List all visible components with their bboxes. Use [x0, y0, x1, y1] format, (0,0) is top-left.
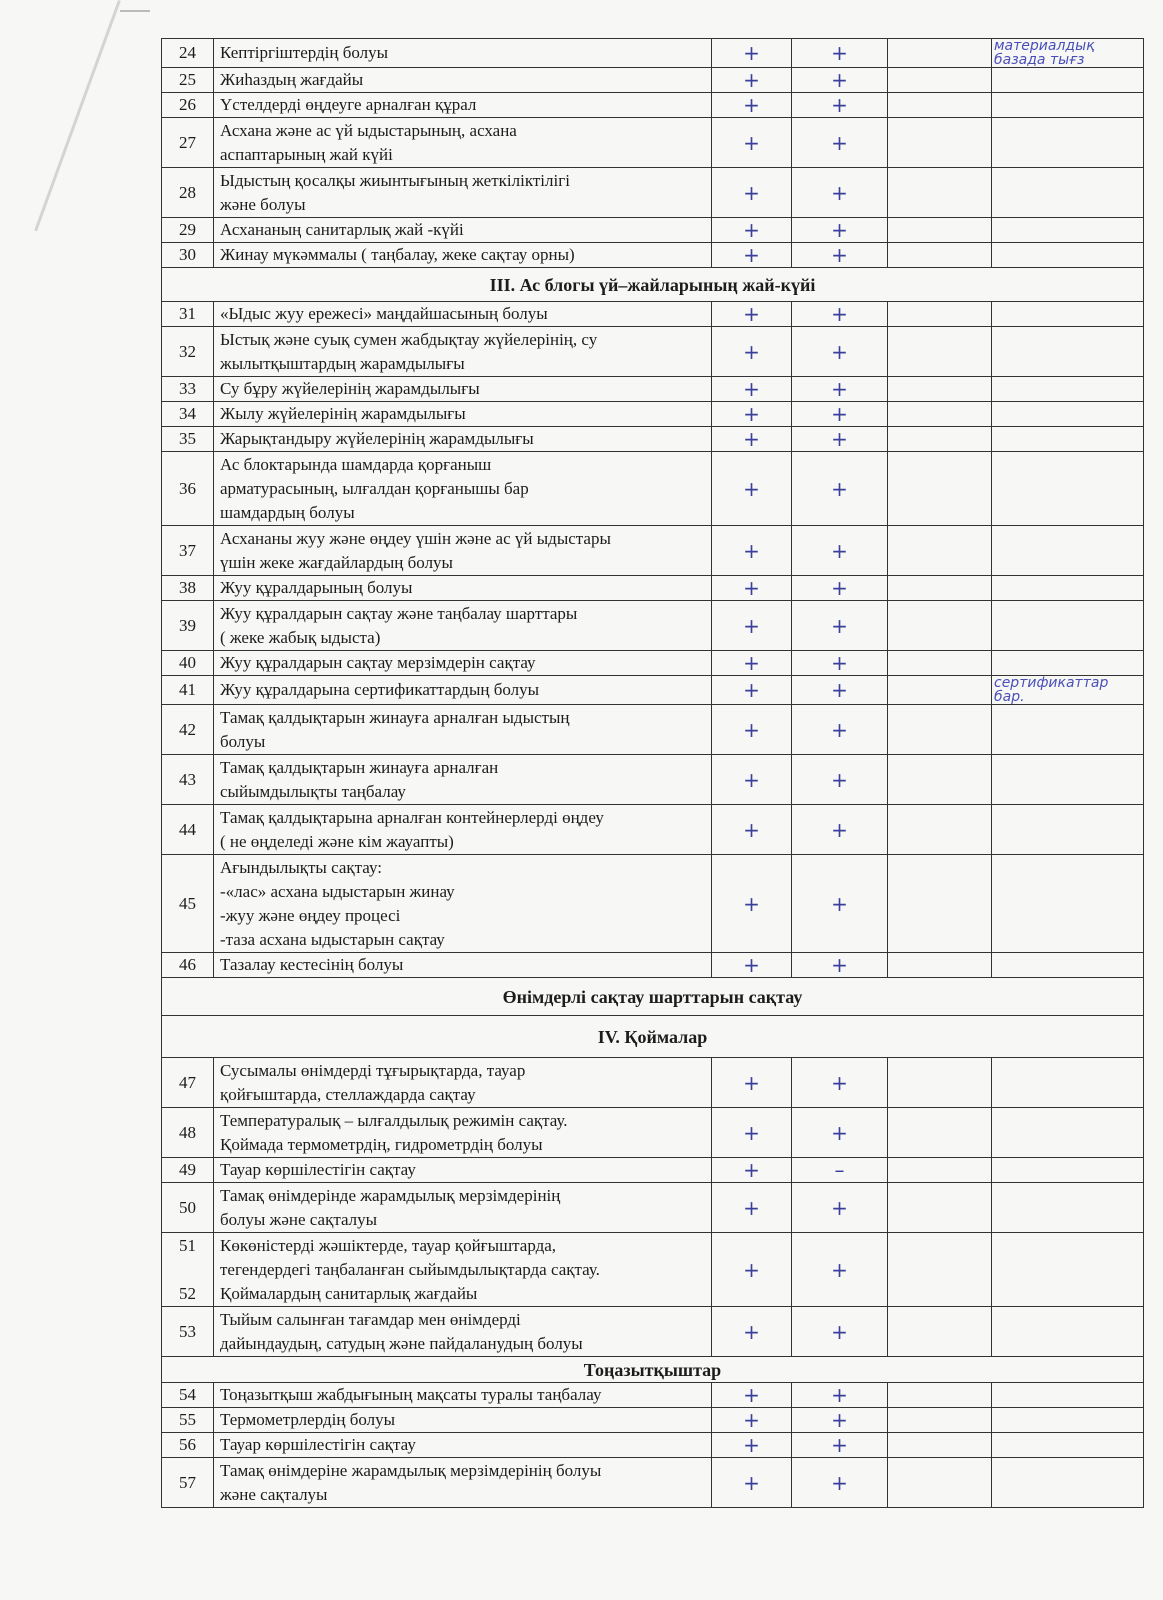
row-number: 35 — [162, 427, 214, 452]
empty-column-3 — [888, 1058, 992, 1108]
handwritten-note — [992, 1058, 1144, 1108]
row-criterion-text: Тамақ өнімдеріне жарамдылық мерзімдерінің болуы және сақталуы — [214, 1458, 712, 1508]
row-criterion-text: Тауар көршілестігін сақтау — [214, 1158, 712, 1183]
row-number: 40 — [162, 651, 214, 676]
checklist-row — [162, 452, 1144, 526]
mark-column-1: + — [712, 402, 792, 427]
mark-column-1: + — [712, 427, 792, 452]
mark-column-1: + — [712, 327, 792, 377]
row-criterion-text: Ас блоктарында шамдарда қорғаныш арматурасының, ылғалдан қорғанышы бар шамдардың болуы — [214, 452, 712, 526]
section-header-row — [162, 268, 1144, 302]
mark-column-1: + — [712, 705, 792, 755]
checklist-row — [162, 218, 1144, 243]
mark-column-1: + — [712, 118, 792, 168]
row-number: 24 — [162, 39, 214, 68]
checklist-row — [162, 168, 1144, 218]
mark-column-2: + — [792, 1408, 888, 1433]
mark-column-2: + — [792, 1058, 888, 1108]
mark-column-1: + — [712, 953, 792, 978]
empty-column-3 — [888, 39, 992, 68]
handwritten-note — [992, 302, 1144, 327]
row-number: 33 — [162, 377, 214, 402]
row-number: 53 — [162, 1307, 214, 1357]
row-criterion-text: Ыдыстың қосалқы жиынтығының жеткіліктілігі және болуы — [214, 168, 712, 218]
row-number: 50 — [162, 1183, 214, 1233]
handwritten-note — [992, 168, 1144, 218]
handwritten-note — [992, 327, 1144, 377]
row-number: 29 — [162, 218, 214, 243]
handwritten-note — [992, 755, 1144, 805]
empty-column-3 — [888, 327, 992, 377]
row-number: 51 52 — [162, 1233, 214, 1307]
mark-column-1: + — [712, 377, 792, 402]
handwritten-note — [992, 1183, 1144, 1233]
empty-column-3 — [888, 1108, 992, 1158]
empty-column-3 — [888, 243, 992, 268]
handwritten-note: сертификаттар бар. — [992, 676, 1144, 705]
mark-column-1: + — [712, 855, 792, 953]
row-number: 56 — [162, 1433, 214, 1458]
mark-column-1: + — [712, 243, 792, 268]
mark-column-2: + — [792, 452, 888, 526]
row-criterion-text: Тамақ қалдықтарын жинауға арналған ыдыстың болуы — [214, 705, 712, 755]
handwritten-note — [992, 68, 1144, 93]
checklist-row — [162, 1058, 1144, 1108]
empty-column-3 — [888, 1458, 992, 1508]
mark-column-1: + — [712, 68, 792, 93]
empty-column-3 — [888, 93, 992, 118]
row-criterion-text: Кептіргіштердің болуы — [214, 39, 712, 68]
row-criterion-text: Тыйым салынған тағамдар мен өнімдерді дайындаудың, сатудың және пайдаланудың болуы — [214, 1307, 712, 1357]
checklist-row — [162, 705, 1144, 755]
mark-column-1: + — [712, 1108, 792, 1158]
row-criterion-text: Тамақ қалдықтарына арналған контейнерлерді өңдеу ( не өңделеді және кім жауапты) — [214, 805, 712, 855]
mark-column-1: + — [712, 526, 792, 576]
scan-dash-mark — [120, 10, 150, 12]
row-criterion-text: Асхананың санитарлық жай -күйі — [214, 218, 712, 243]
handwritten-note — [992, 953, 1144, 978]
checklist-row — [162, 953, 1144, 978]
empty-column-3 — [888, 1433, 992, 1458]
row-criterion-text: Тазалау кестесінің болуы — [214, 953, 712, 978]
mark-column-2: + — [792, 576, 888, 601]
handwritten-note — [992, 526, 1144, 576]
empty-column-3 — [888, 805, 992, 855]
row-criterion-text: Асхананы жуу және өңдеу үшін және ас үй ыдыстары үшін жеке жағдайлардың болуы — [214, 526, 712, 576]
scan-edge-mark — [34, 0, 121, 231]
row-criterion-text: Жуу құралдарын сақтау мерзімдерін сақтау — [214, 651, 712, 676]
mark-column-1: + — [712, 1233, 792, 1307]
mark-column-2: + — [792, 93, 888, 118]
checklist-row — [162, 1408, 1144, 1433]
mark-column-1: + — [712, 1458, 792, 1508]
empty-column-3 — [888, 168, 992, 218]
row-number: 49 — [162, 1158, 214, 1183]
handwritten-note — [992, 1383, 1144, 1408]
row-criterion-text: Тамақ өнімдерінде жарамдылық мерзімдерінің болуы және сақталуы — [214, 1183, 712, 1233]
mark-column-2: + — [792, 601, 888, 651]
handwritten-note — [992, 651, 1144, 676]
row-number: 48 — [162, 1108, 214, 1158]
handwritten-note — [992, 805, 1144, 855]
mark-column-2: + — [792, 1183, 888, 1233]
section-title: Тоңазытқыштар — [162, 1357, 1144, 1383]
row-number: 47 — [162, 1058, 214, 1108]
section-header-row — [162, 1016, 1144, 1058]
mark-column-1: + — [712, 576, 792, 601]
mark-column-2: + — [792, 168, 888, 218]
empty-column-3 — [888, 1183, 992, 1233]
row-criterion-text: Жуу құралдарына сертификаттардың болуы — [214, 676, 712, 705]
mark-column-2: + — [792, 302, 888, 327]
row-number: 39 — [162, 601, 214, 651]
handwritten-note — [992, 377, 1144, 402]
empty-column-3 — [888, 855, 992, 953]
handwritten-note — [992, 705, 1144, 755]
row-number: 46 — [162, 953, 214, 978]
row-number: 30 — [162, 243, 214, 268]
checklist-row — [162, 651, 1144, 676]
mark-column-1: + — [712, 39, 792, 68]
handwritten-note — [992, 402, 1144, 427]
row-number: 57 — [162, 1458, 214, 1508]
empty-column-3 — [888, 676, 992, 705]
empty-column-3 — [888, 68, 992, 93]
mark-column-2: + — [792, 402, 888, 427]
row-criterion-text: Температуралық – ылғалдылық режимін сақтау. Қоймада термометрдің, гидрометрдің болуы — [214, 1108, 712, 1158]
mark-column-2: + — [792, 526, 888, 576]
checklist-sheet — [161, 38, 1143, 1508]
mark-column-2: + — [792, 218, 888, 243]
mark-column-2: + — [792, 676, 888, 705]
empty-column-3 — [888, 1408, 992, 1433]
checklist-row — [162, 402, 1144, 427]
mark-column-2: + — [792, 855, 888, 953]
handwritten-note — [992, 1458, 1144, 1508]
row-number: 44 — [162, 805, 214, 855]
row-criterion-text: Термометрлердің болуы — [214, 1408, 712, 1433]
mark-column-2: + — [792, 755, 888, 805]
row-criterion-text: Жылу жүйелерінің жарамдылығы — [214, 402, 712, 427]
section-header-row — [162, 1357, 1144, 1383]
empty-column-3 — [888, 705, 992, 755]
row-criterion-text: «Ыдыс жуу ережесі» маңдайшасының болуы — [214, 302, 712, 327]
mark-column-1: + — [712, 805, 792, 855]
mark-column-2: + — [792, 243, 888, 268]
mark-column-1: + — [712, 601, 792, 651]
section-title: Өнімдерлі сақтау шарттарын сақтау — [162, 978, 1144, 1016]
mark-column-2: – — [792, 1158, 888, 1183]
section-title: ІV. Қоймалар — [162, 1016, 1144, 1058]
empty-column-3 — [888, 526, 992, 576]
mark-column-2: + — [792, 377, 888, 402]
mark-column-1: + — [712, 1158, 792, 1183]
checklist-row — [162, 755, 1144, 805]
row-criterion-text: Көкөністерді жәшіктерде, тауар қойғыштарда, тегендердегі таңбаланған сыйымдылықтарда сақтау. Қоймалардың санитарлық жағдайы — [214, 1233, 712, 1307]
mark-column-2: + — [792, 118, 888, 168]
checklist-rows — [162, 39, 1144, 1508]
row-criterion-text: Сусымалы өнімдерді тұғырықтарда, тауар қойғыштарда, стеллаждарда сақтау — [214, 1058, 712, 1108]
mark-column-2: + — [792, 427, 888, 452]
row-number: 31 — [162, 302, 214, 327]
empty-column-3 — [888, 1383, 992, 1408]
mark-column-1: + — [712, 452, 792, 526]
checklist-row — [162, 1383, 1144, 1408]
checklist-row — [162, 302, 1144, 327]
row-number: 36 — [162, 452, 214, 526]
handwritten-note — [992, 1233, 1144, 1307]
checklist-row — [162, 526, 1144, 576]
row-number: 43 — [162, 755, 214, 805]
empty-column-3 — [888, 377, 992, 402]
checklist-row — [162, 427, 1144, 452]
empty-column-3 — [888, 402, 992, 427]
mark-column-1: + — [712, 168, 792, 218]
mark-column-2: + — [792, 327, 888, 377]
handwritten-note — [992, 1408, 1144, 1433]
handwritten-note — [992, 452, 1144, 526]
row-number: 27 — [162, 118, 214, 168]
row-criterion-text: Жуу құралдарының болуы — [214, 576, 712, 601]
empty-column-3 — [888, 1158, 992, 1183]
section-title: ІІІ. Ас блогы үй–жайларының жай-күйі — [162, 268, 1144, 302]
mark-column-1: + — [712, 651, 792, 676]
row-criterion-text: Жуу құралдарын сақтау және таңбалау шарттары ( жеке жабық ыдыста) — [214, 601, 712, 651]
handwritten-note — [992, 1108, 1144, 1158]
row-number: 54 — [162, 1383, 214, 1408]
row-criterion-text: Үстелдерді өңдеуге арналған құрал — [214, 93, 712, 118]
section-header-row — [162, 978, 1144, 1016]
mark-column-2: + — [792, 68, 888, 93]
mark-column-2: + — [792, 651, 888, 676]
row-criterion-text: Ыстық және суық сумен жабдықтау жүйелерінің, су жылытқыштардың жарамдылығы — [214, 327, 712, 377]
empty-column-3 — [888, 218, 992, 243]
checklist-row — [162, 68, 1144, 93]
mark-column-2: + — [792, 1458, 888, 1508]
empty-column-3 — [888, 452, 992, 526]
row-criterion-text: Тоңазытқыш жабдығының мақсаты туралы таңбалау — [214, 1383, 712, 1408]
empty-column-3 — [888, 427, 992, 452]
checklist-row — [162, 1307, 1144, 1357]
checklist-row — [162, 118, 1144, 168]
mark-column-1: + — [712, 755, 792, 805]
checklist-row — [162, 855, 1144, 953]
empty-column-3 — [888, 302, 992, 327]
row-number: 28 — [162, 168, 214, 218]
handwritten-note — [992, 93, 1144, 118]
row-criterion-text: Су бұру жүйелерінің жарамдылығы — [214, 377, 712, 402]
row-criterion-text: Жарықтандыру жүйелерінің жарамдылығы — [214, 427, 712, 452]
handwritten-note — [992, 1433, 1144, 1458]
handwritten-note — [992, 1307, 1144, 1357]
checklist-row — [162, 601, 1144, 651]
checklist-row — [162, 1158, 1144, 1183]
mark-column-2: + — [792, 39, 888, 68]
row-criterion-text: Тамақ қалдықтарын жинауға арналған сыйымдылықты таңбалау — [214, 755, 712, 805]
checklist-row — [162, 39, 1144, 68]
checklist-row — [162, 327, 1144, 377]
checklist-row — [162, 1183, 1144, 1233]
checklist-row — [162, 805, 1144, 855]
row-criterion-text: Тауар көршілестігін сақтау — [214, 1433, 712, 1458]
checklist-row — [162, 576, 1144, 601]
mark-column-1: + — [712, 676, 792, 705]
row-number: 37 — [162, 526, 214, 576]
checklist-row — [162, 377, 1144, 402]
handwritten-note — [992, 243, 1144, 268]
row-number: 41 — [162, 676, 214, 705]
checklist-row — [162, 1458, 1144, 1508]
mark-column-1: + — [712, 1433, 792, 1458]
mark-column-2: + — [792, 805, 888, 855]
row-number: 26 — [162, 93, 214, 118]
checklist-row — [162, 1433, 1144, 1458]
mark-column-1: + — [712, 218, 792, 243]
empty-column-3 — [888, 651, 992, 676]
mark-column-2: + — [792, 953, 888, 978]
handwritten-note — [992, 855, 1144, 953]
row-criterion-text: Жинау мүкәммалы ( таңбалау, жеке сақтау орны) — [214, 243, 712, 268]
mark-column-1: + — [712, 1383, 792, 1408]
checklist-row — [162, 243, 1144, 268]
empty-column-3 — [888, 1233, 992, 1307]
mark-column-1: + — [712, 1408, 792, 1433]
checklist-row — [162, 1108, 1144, 1158]
row-number: 34 — [162, 402, 214, 427]
empty-column-3 — [888, 953, 992, 978]
checklist-table — [161, 38, 1144, 1508]
row-number: 38 — [162, 576, 214, 601]
empty-column-3 — [888, 576, 992, 601]
row-number: 42 — [162, 705, 214, 755]
mark-column-1: + — [712, 302, 792, 327]
mark-column-1: + — [712, 1307, 792, 1357]
empty-column-3 — [888, 601, 992, 651]
empty-column-3 — [888, 118, 992, 168]
row-number: 55 — [162, 1408, 214, 1433]
handwritten-note — [992, 118, 1144, 168]
mark-column-2: + — [792, 1383, 888, 1408]
handwritten-note — [992, 601, 1144, 651]
row-criterion-text: Асхана және ас үй ыдыстарының, асхана аспаптарының жай күйі — [214, 118, 712, 168]
mark-column-1: + — [712, 1058, 792, 1108]
checklist-row — [162, 676, 1144, 705]
mark-column-2: + — [792, 1108, 888, 1158]
empty-column-3 — [888, 1307, 992, 1357]
mark-column-1: + — [712, 93, 792, 118]
handwritten-note — [992, 218, 1144, 243]
empty-column-3 — [888, 755, 992, 805]
row-number: 45 — [162, 855, 214, 953]
mark-column-1: + — [712, 1183, 792, 1233]
row-number: 32 — [162, 327, 214, 377]
mark-column-2: + — [792, 1307, 888, 1357]
row-criterion-text: Жиһаздың жағдайы — [214, 68, 712, 93]
mark-column-2: + — [792, 1233, 888, 1307]
checklist-row — [162, 1233, 1144, 1307]
handwritten-note — [992, 1158, 1144, 1183]
handwritten-note: материалдық базада тығз — [992, 39, 1144, 68]
handwritten-note — [992, 576, 1144, 601]
checklist-row — [162, 93, 1144, 118]
mark-column-2: + — [792, 705, 888, 755]
handwritten-note — [992, 427, 1144, 452]
row-number: 25 — [162, 68, 214, 93]
row-criterion-text: Ағындылықты сақтау: -«лас» асхана ыдыстарын жинау -жуу және өңдеу процесі -таза асхана ыдыстарын сақтау — [214, 855, 712, 953]
mark-column-2: + — [792, 1433, 888, 1458]
